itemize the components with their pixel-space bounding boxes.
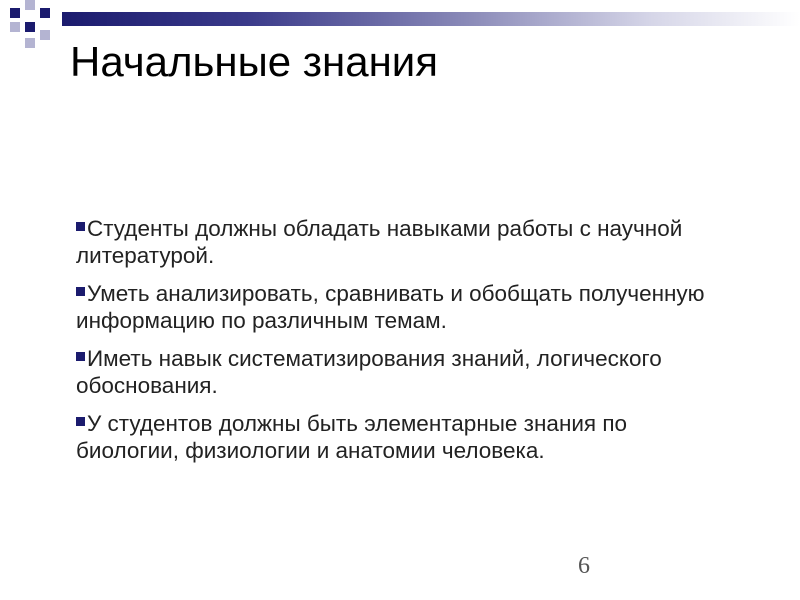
square-decoration — [40, 30, 50, 40]
page-number: 6 — [578, 553, 590, 579]
square-decoration — [10, 8, 20, 18]
square-decoration — [10, 22, 20, 32]
bullet-text: Студенты должны обладать навыками работы с научной литературой. — [76, 216, 683, 268]
bullet-item — [76, 410, 736, 464]
square-bullet-icon — [76, 222, 85, 231]
bullet-item — [76, 215, 736, 269]
bullet-text: Уметь анализировать, сравнивать и обобщать полученную информацию по различным темам. — [76, 281, 705, 333]
square-bullet-icon — [76, 352, 85, 361]
bullet-item — [76, 345, 736, 399]
square-decoration — [25, 38, 35, 48]
slide-title: Начальные знания — [70, 38, 439, 85]
square-bullet-icon — [76, 417, 85, 426]
bullet-text: У студентов должны быть элементарные знания по биологии, физиологии и анатомии человека. — [76, 411, 628, 463]
bullet-list — [76, 215, 736, 475]
square-decoration — [40, 8, 50, 18]
square-decoration — [25, 22, 35, 32]
bullet-item — [76, 280, 736, 334]
square-bullet-icon — [76, 287, 85, 296]
square-decoration — [25, 0, 35, 10]
header-gradient-bar — [62, 12, 800, 26]
bullet-text: Иметь навык систематизирования знаний, логического обоснования. — [76, 346, 662, 398]
